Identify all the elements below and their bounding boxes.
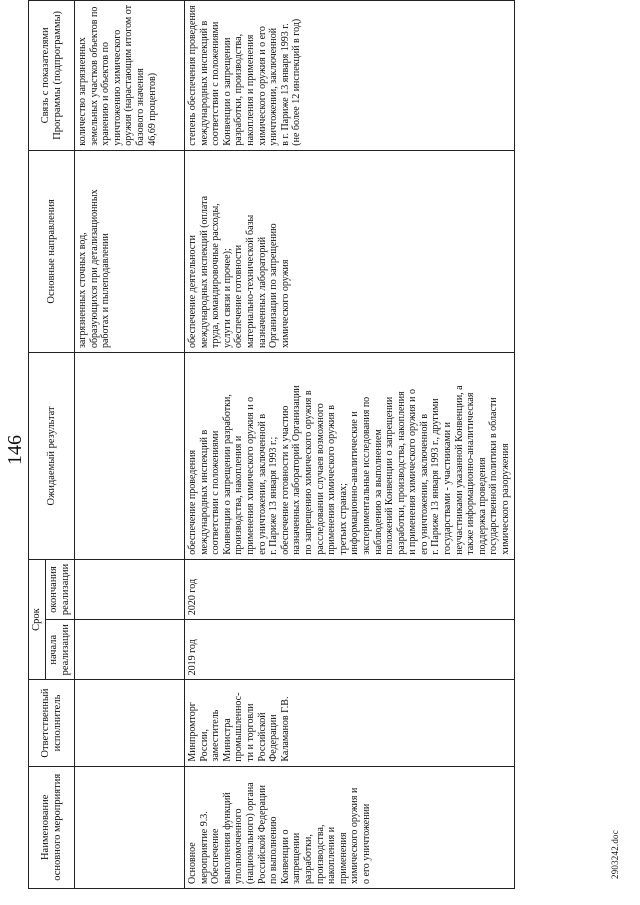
text-line: Обеспечение (210, 828, 222, 884)
text-line: Каламанов Г.В. (279, 696, 291, 762)
table-row (185, 1, 515, 889)
file-name-footer: 2903242.doc (610, 830, 620, 879)
text-line: Российской (256, 712, 268, 762)
text-line: химического оружия (279, 259, 291, 349)
text-line: обеспечение проведения (187, 449, 198, 555)
measures-table (28, 0, 515, 889)
text-line: также информационно-аналитическая (465, 392, 477, 555)
cell-r2-directions (185, 150, 515, 352)
text-line: уничтожению химического (111, 29, 123, 146)
text-line: накопления и применения (244, 34, 256, 146)
cell-r1-measure (75, 766, 185, 888)
text-line: соответствии с положениями (210, 430, 222, 555)
text-line: его уничтожении, заключенной в (418, 413, 430, 555)
text-line: государствами - участниками и (442, 421, 454, 555)
cell-r2-responsible (185, 680, 515, 766)
text-line: обеспечение деятельности (187, 235, 198, 349)
text-line: применения химического оружия и о (244, 396, 256, 555)
text-line: Минпромторг (187, 702, 198, 762)
header-start: начала реализации (46, 620, 75, 680)
text-line: уполномоченного (233, 808, 245, 884)
text-line: материально-технической базы (244, 214, 256, 349)
text-line: расследовании случаев возможного (314, 403, 326, 555)
header-end: окончания реализации (46, 559, 75, 619)
text-line: Основное (187, 842, 198, 884)
header-indicators-link: Связь с показателями Программы (подпрограммы) (29, 1, 75, 151)
header-measure-name: Наименование основного мероприятия (29, 766, 75, 888)
text-line: обеспечение готовности к участию (279, 405, 291, 555)
text-line: химического оружия и (349, 787, 361, 884)
text-line: мероприятие 9.3. (198, 811, 210, 884)
text-line: третьих странах; (337, 483, 349, 555)
page-number: 146 (4, 435, 26, 465)
text-line: экспериментальные исследования по (360, 396, 372, 555)
text-line: Конвенции о (279, 829, 291, 884)
text-line: 46,69 процентов) (146, 72, 158, 146)
text-line: Конвенции о запрещении (221, 37, 233, 146)
text-line: труда, командировочные расходы, (210, 203, 222, 349)
text-line: оружия (нарастающим итогом от (123, 5, 135, 146)
text-line: информационно-аналитические и (349, 411, 361, 555)
header-expected-result: Ожидаемый результат (29, 353, 75, 560)
text-line: Министра (221, 718, 233, 762)
text-line: базового значения (134, 68, 146, 146)
text-line: и применения химического оружия и о (407, 389, 419, 555)
cell-r1-start (75, 620, 185, 680)
text-line: образующихся при детализационных (88, 189, 100, 349)
cell-r1-directions (75, 150, 185, 352)
text-line: разработки, производства, (233, 33, 245, 146)
header-term: Срок (29, 559, 46, 680)
text-line: г. Париже 13 января 1993 г., другими (430, 398, 442, 555)
text-line: применения химического оружия в (326, 405, 338, 555)
text-line: международных инспекций в (198, 429, 210, 555)
text-line: работах и пылеподавлении (100, 233, 112, 349)
text-line: разработки, (302, 834, 314, 884)
header-main-directions: Основные направления (29, 150, 75, 352)
header-row (29, 1, 46, 889)
text-line: (национального) органа (244, 782, 256, 884)
cell-r2-indicators (185, 1, 515, 151)
text-line: ти и торговли (244, 703, 256, 762)
text-line: международных инспекций в (198, 20, 210, 146)
text-line: России, (198, 728, 210, 762)
text-line: положений Конвенции о запрещении (384, 396, 396, 555)
text-line: в г. Париже 13 января 1993 г. (279, 23, 291, 146)
cell-r1-responsible (75, 680, 185, 766)
text-line: (не более 12 инспекций в год) (291, 18, 303, 146)
text-line: обеспечение готовности (233, 244, 245, 349)
text-line: по выполнению (268, 816, 280, 884)
cell-r2-start: 2019 год (185, 620, 515, 680)
text-line: его уничтожении, заключенной в (256, 413, 268, 555)
cell-r1-result (75, 353, 185, 560)
text-line: химического разоружения (500, 443, 512, 555)
text-line: разработки, производства, накопления (395, 391, 407, 555)
text-line: международных инспекций (оплата (198, 195, 210, 349)
text-line: количество загрязненных (77, 37, 88, 146)
cell-r2-result (185, 353, 515, 560)
text-line: Российской Федерации (256, 784, 268, 884)
text-line: государственной политики в области (488, 397, 500, 555)
text-line: поддержка проведения (476, 457, 488, 555)
header-responsible: Ответственный исполнитель (29, 680, 75, 766)
text-line: производства, (314, 824, 326, 884)
text-line: заместитель (210, 709, 222, 762)
text-line: Федерации (268, 714, 280, 762)
text-line: земельных участков объектов по (88, 6, 100, 146)
text-line: промышленнос- (233, 692, 245, 762)
text-line: степень обеспечения проведения (187, 5, 198, 146)
text-line: накопления и (326, 826, 338, 884)
cell-r2-end: 2020 год (185, 559, 515, 619)
text-line: запрещении (291, 832, 303, 884)
text-line: г. Париже 13 января 1993 г.; (268, 436, 280, 555)
text-line: услуги связи и прочее); (221, 248, 233, 349)
text-line: назначенных лабораторий Организации (291, 385, 303, 555)
text-line: загрязненных сточных вод, (77, 232, 88, 349)
text-line: наблюдению за выполнением (372, 429, 384, 555)
text-line: производства, накопления и (233, 435, 245, 555)
text-line: применения (337, 832, 349, 884)
text-line: неучастниками указанной Конвенции, а (453, 385, 465, 555)
cell-r1-end (75, 559, 185, 619)
table-row (75, 1, 185, 889)
text-line: хранению и объектов по (100, 41, 112, 146)
text-line: Организации по запрещению (268, 223, 280, 349)
text-line: химического оружия и о его (256, 26, 268, 146)
text-line: уничтожении, заключенной (268, 27, 280, 146)
cell-r1-indicators (75, 1, 185, 151)
text-line: выполнения функций (221, 792, 233, 884)
text-line: Конвенции о запрещении разработки, (221, 394, 233, 555)
cell-r2-measure (185, 766, 515, 888)
text-line: соответствии с положениями (210, 21, 222, 146)
text-line: по запрещению химического оружия в (302, 390, 314, 555)
text-line: назначенных лабораторий (256, 236, 268, 349)
text-line: о его уничтожении (360, 803, 372, 884)
